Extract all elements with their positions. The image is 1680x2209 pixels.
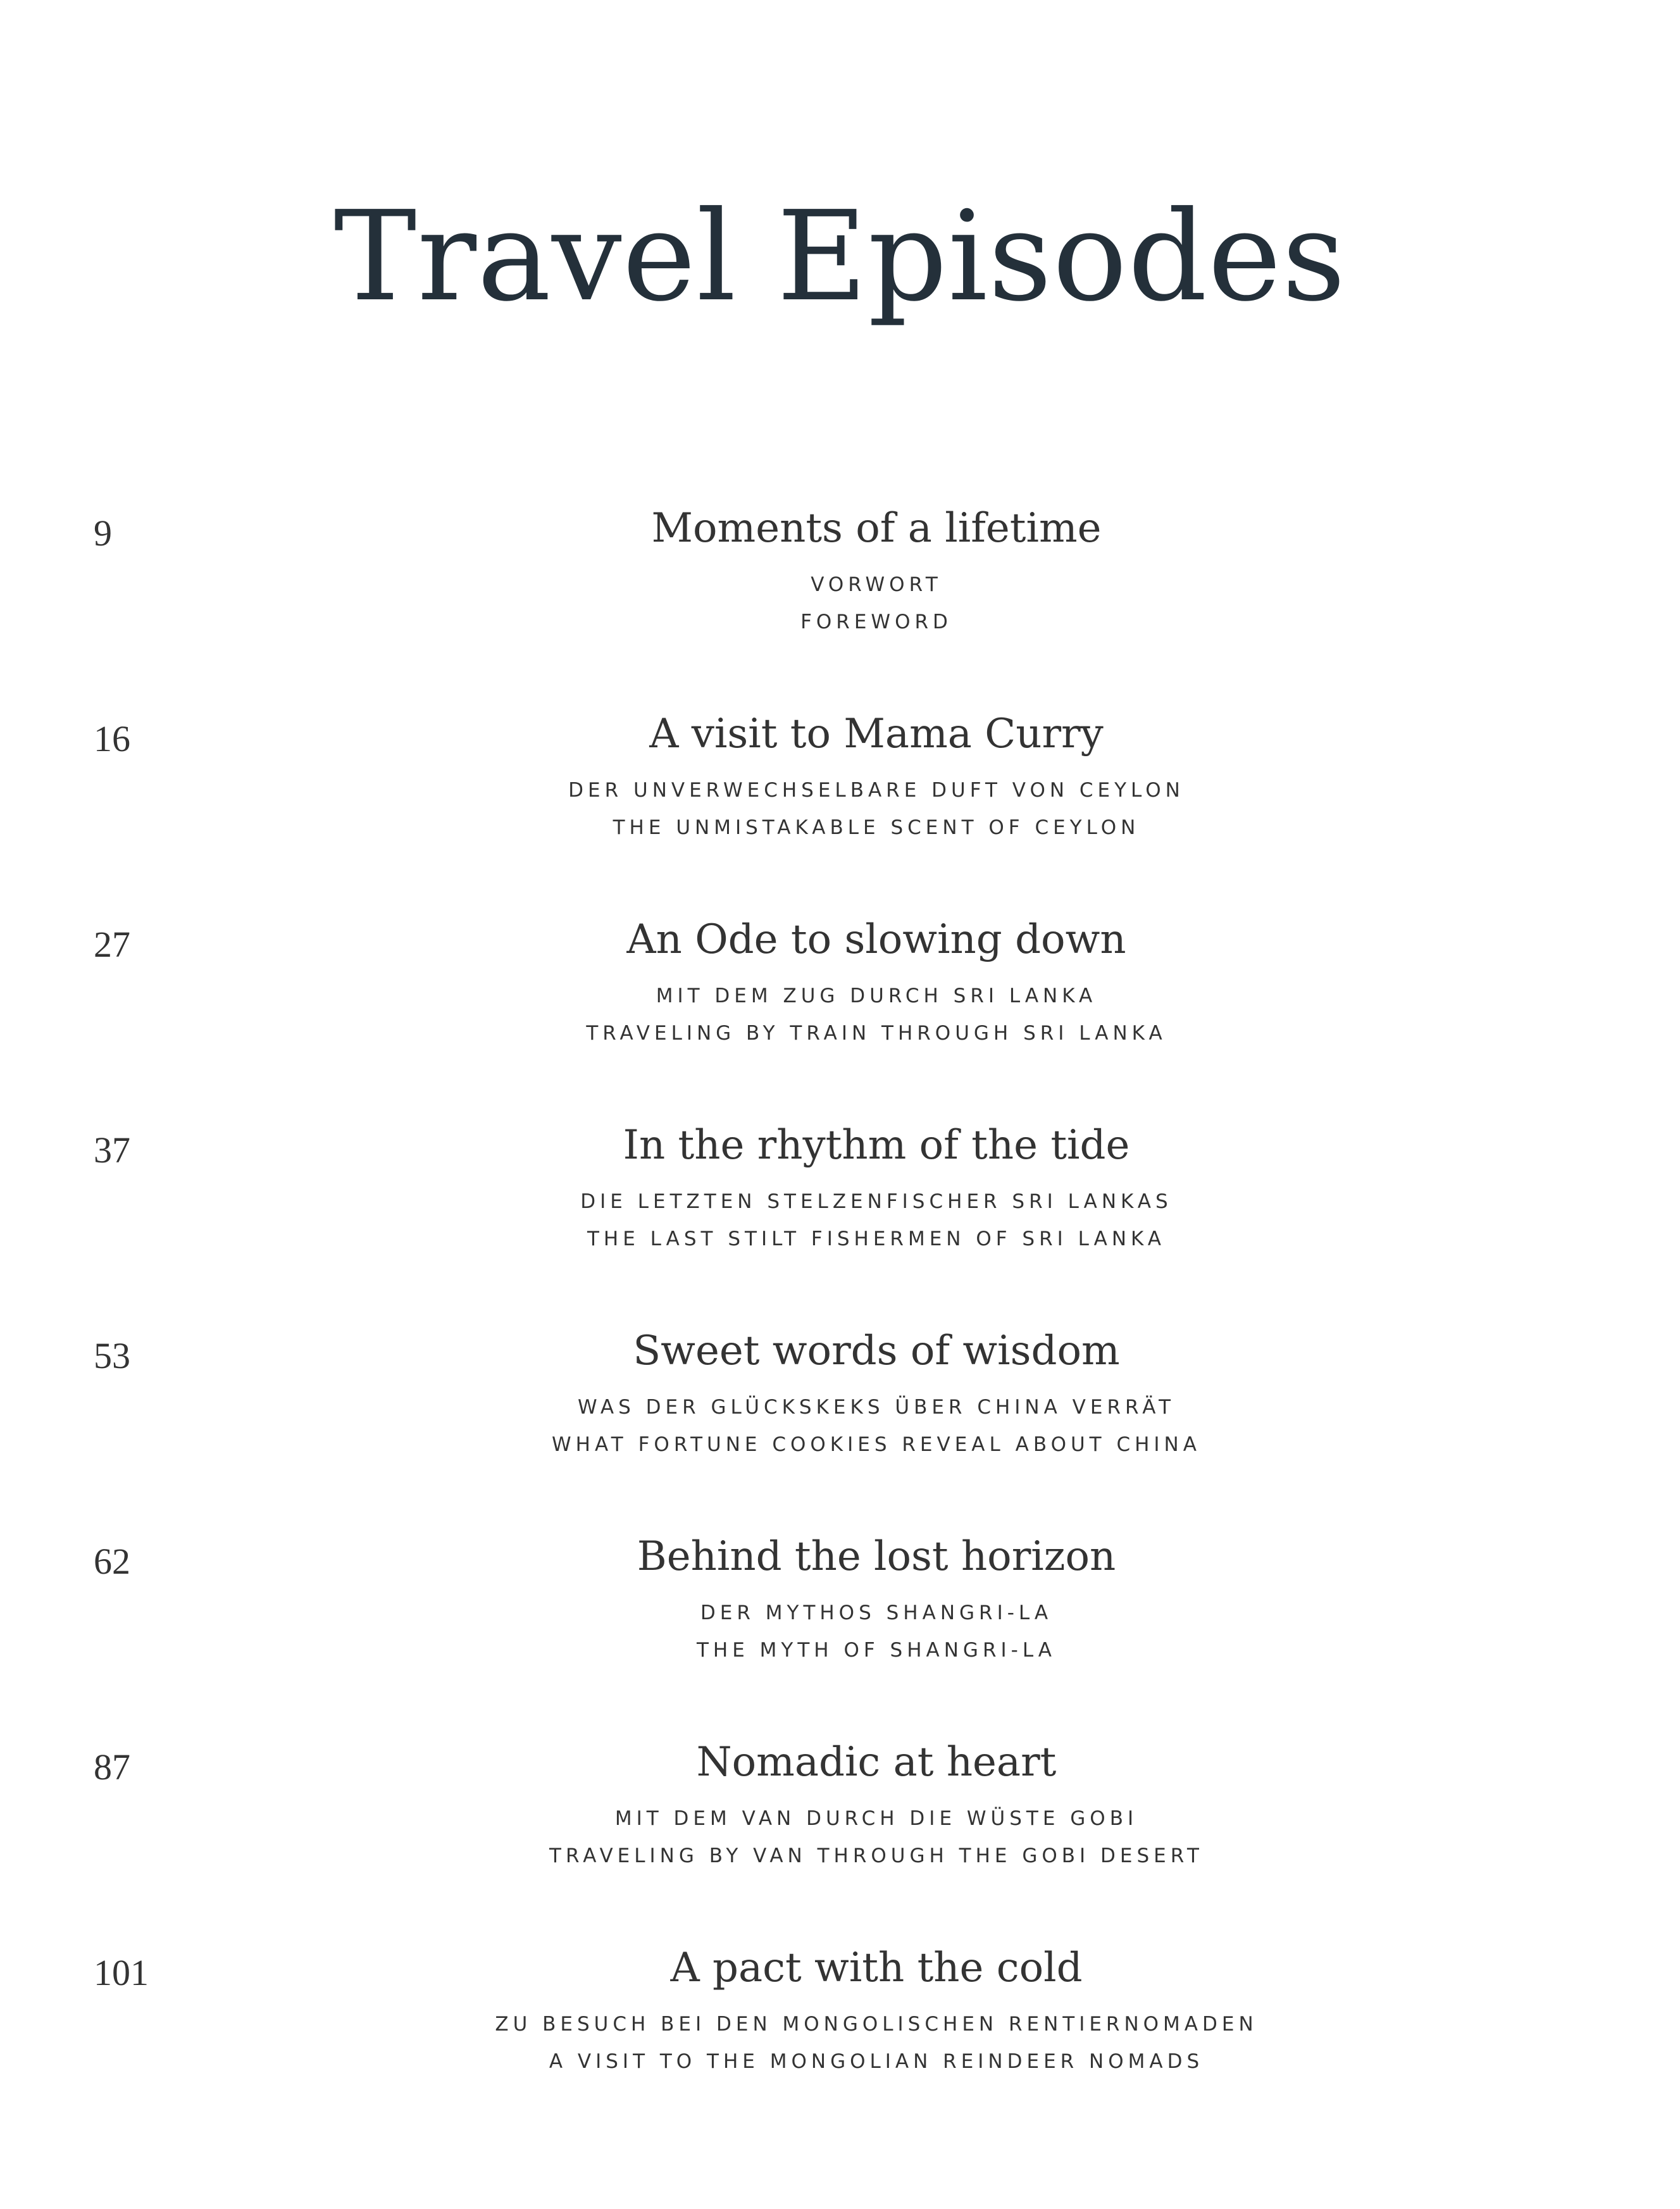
entry-subtitle-german: VORWORT (811, 573, 942, 596)
entry-title[interactable]: Moments of a lifetime (651, 505, 1102, 552)
entry-subtitle-german: DER UNVERWECHSELBARE DUFT VON CEYLON (568, 779, 1185, 802)
toc-entry[interactable] (0, 702, 1680, 854)
page-number: 16 (94, 718, 130, 759)
page-number: 53 (94, 1335, 130, 1376)
page-title: Travel Episodes (333, 185, 1347, 329)
entry-title[interactable]: Behind the lost horizon (637, 1533, 1116, 1580)
entry-subtitle-german: MIT DEM VAN DURCH DIE WÜSTE GOBI (614, 1807, 1138, 1830)
entry-subtitle-english: THE LAST STILT FISHERMEN OF SRI LANKA (587, 1228, 1166, 1250)
entry-subtitle-english: WHAT FORTUNE COOKIES REVEAL ABOUT CHINA (552, 1433, 1201, 1456)
entry-subtitle-german: WAS DER GLÜCKSKEKS ÜBER CHINA VERRÄT (577, 1396, 1176, 1419)
entry-subtitle-english: TRAVELING BY TRAIN THROUGH SRI LANKA (586, 1022, 1167, 1045)
toc-entry[interactable] (0, 1525, 1680, 1677)
page-number: 87 (94, 1746, 130, 1788)
page-number: 9 (94, 513, 112, 554)
page-number: 101 (94, 1952, 149, 1993)
entry-subtitle-german: MIT DEM ZUG DURCH SRI LANKA (656, 985, 1097, 1007)
entry-title[interactable]: Sweet words of wisdom (633, 1328, 1120, 1374)
entry-subtitle-english: FOREWORD (800, 611, 952, 633)
toc-entry[interactable] (0, 497, 1680, 649)
page-number: 27 (94, 924, 130, 965)
entry-title[interactable]: A pact with the cold (670, 1945, 1083, 1991)
page-number: 62 (94, 1541, 130, 1582)
entry-title[interactable]: In the rhythm of the tide (623, 1122, 1130, 1169)
entry-subtitle-english: THE MYTH OF SHANGRI-LA (696, 1639, 1057, 1662)
toc-entry[interactable] (0, 1731, 1680, 1882)
toc-entry[interactable] (0, 908, 1680, 1060)
toc-entry[interactable] (0, 1936, 1680, 2088)
entry-subtitle-german: DER MYTHOS SHANGRI-LA (700, 1602, 1053, 1624)
page-number: 37 (94, 1129, 130, 1171)
entry-subtitle-english: A VISIT TO THE MONGOLIAN REINDEER NOMADS (549, 2050, 1204, 2073)
toc-entry[interactable] (0, 1114, 1680, 1266)
entry-title[interactable]: Nomadic at heart (696, 1739, 1057, 1786)
entry-subtitle-german: ZU BESUCH BEI DEN MONGOLISCHEN RENTIERNOMADEN (495, 2013, 1258, 2036)
entry-title[interactable]: A visit to Mama Curry (649, 711, 1104, 757)
entry-subtitle-english: TRAVELING BY VAN THROUGH THE GOBI DESERT (549, 1845, 1204, 1867)
entry-title[interactable]: An Ode to slowing down (626, 916, 1126, 963)
entry-subtitle-english: THE UNMISTAKABLE SCENT OF CEYLON (613, 816, 1140, 839)
entry-subtitle-german: DIE LETZTEN STELZENFISCHER SRI LANKAS (580, 1190, 1173, 1213)
toc-entry[interactable] (0, 1319, 1680, 1471)
